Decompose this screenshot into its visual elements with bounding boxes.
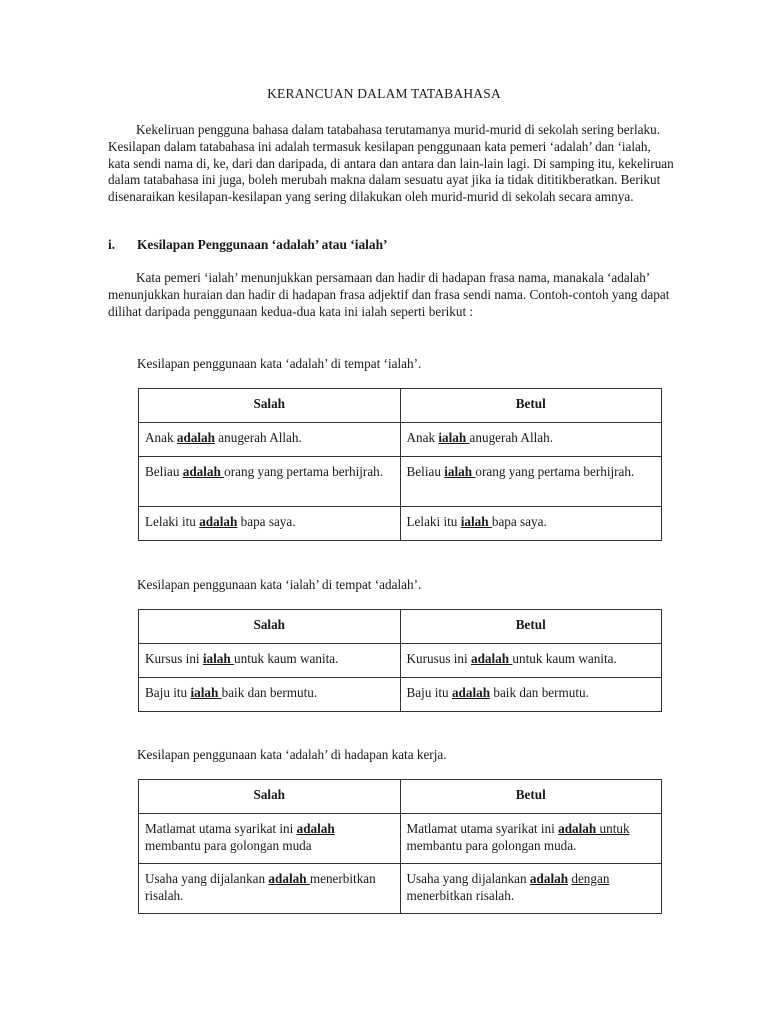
table-row [139,644,662,678]
table-header-row [139,389,662,423]
header-betul: Betul [400,389,662,423]
header-salah: Salah [139,389,401,423]
table-header-row [139,610,662,644]
table-header-row [139,780,662,814]
cell-wrong: Anak adalah anugerah Allah. [139,423,401,457]
cell-right: Usaha yang dijalankan adalah dengan menerbitkan risalah. [400,864,662,914]
cell-wrong: Baju itu ialah baik dan bermutu. [139,678,401,712]
table3 [138,779,662,914]
cell-right: Kurusus ini adalah untuk kaum wanita. [400,644,662,678]
section-number: i. [108,237,116,252]
cell-right: Lelaki itu ialah bapa saya. [400,507,662,541]
section-heading [108,237,388,253]
table-row [139,678,662,712]
header-salah: Salah [139,610,401,644]
table-row [139,457,662,507]
table1-caption: Kesilapan penggunaan kata ‘adalah’ di tempat ‘ialah’. [137,356,422,371]
intro-paragraph: Kekeliruan pengguna bahasa dalam tatabahasa terutamanya murid-murid di sekolah sering berlaku. Kesilapan dalam tatabahasa ini adalah termasuk kesilapan penggunaan kata pemeri ‘adalah’ dan ‘ialah, kata sendi nama di, ke, dari dan daripada, di antara dan antara dan lain-lain lagi. Di samping itu, kekeliruan dalam tatabahasa ini juga, boleh merubah makna dalam sesuatu ayat jika ia tidak dititikberatkan. Berikut disenaraikan kesilapan-kesilapan yang sering dilakukan oleh murid-murid di sekolah secara amnya. [108,122,674,205]
cell-right: Anak ialah anugerah Allah. [400,423,662,457]
cell-right: Matlamat utama syarikat ini adalah untuk membantu para golongan muda. [400,814,662,864]
header-betul: Betul [400,780,662,814]
header-betul: Betul [400,610,662,644]
cell-wrong: Matlamat utama syarikat ini adalah membantu para golongan muda [139,814,401,864]
header-salah: Salah [139,780,401,814]
table2 [138,609,662,712]
section-heading-text: Kesilapan Penggunaan ‘adalah’ atau ‘ialah’ [137,237,388,252]
document-title: KERANCUAN DALAM TATABAHASA [267,86,501,101]
table2-caption: Kesilapan penggunaan kata ‘ialah’ di tempat ‘adalah’. [137,577,422,592]
table-row [139,864,662,914]
cell-right: Beliau ialah orang yang pertama berhijrah. [400,457,662,507]
cell-wrong: Lelaki itu adalah bapa saya. [139,507,401,541]
cell-wrong: Kursus ini ialah untuk kaum wanita. [139,644,401,678]
cell-wrong: Beliau adalah orang yang pertama berhijrah. [139,457,401,507]
table-row [139,423,662,457]
table-row [139,814,662,864]
table3-caption: Kesilapan penggunaan kata ‘adalah’ di hadapan kata kerja. [137,747,447,762]
section-paragraph: Kata pemeri ‘ialah’ menunjukkan persamaan dan hadir di hadapan frasa nama, manakala ‘adalah’ menunjukkan huraian dan hadir di hadapan frasa adjektif dan frasa sendi nama. Contoh-contoh yang dapat dilihat daripada penggunaan kedua-dua kata ini ialah seperti berikut : [108,270,670,319]
table1 [138,388,662,541]
cell-right: Baju itu adalah baik dan bermutu. [400,678,662,712]
table-row [139,507,662,541]
cell-wrong: Usaha yang dijalankan adalah menerbitkan risalah. [139,864,401,914]
